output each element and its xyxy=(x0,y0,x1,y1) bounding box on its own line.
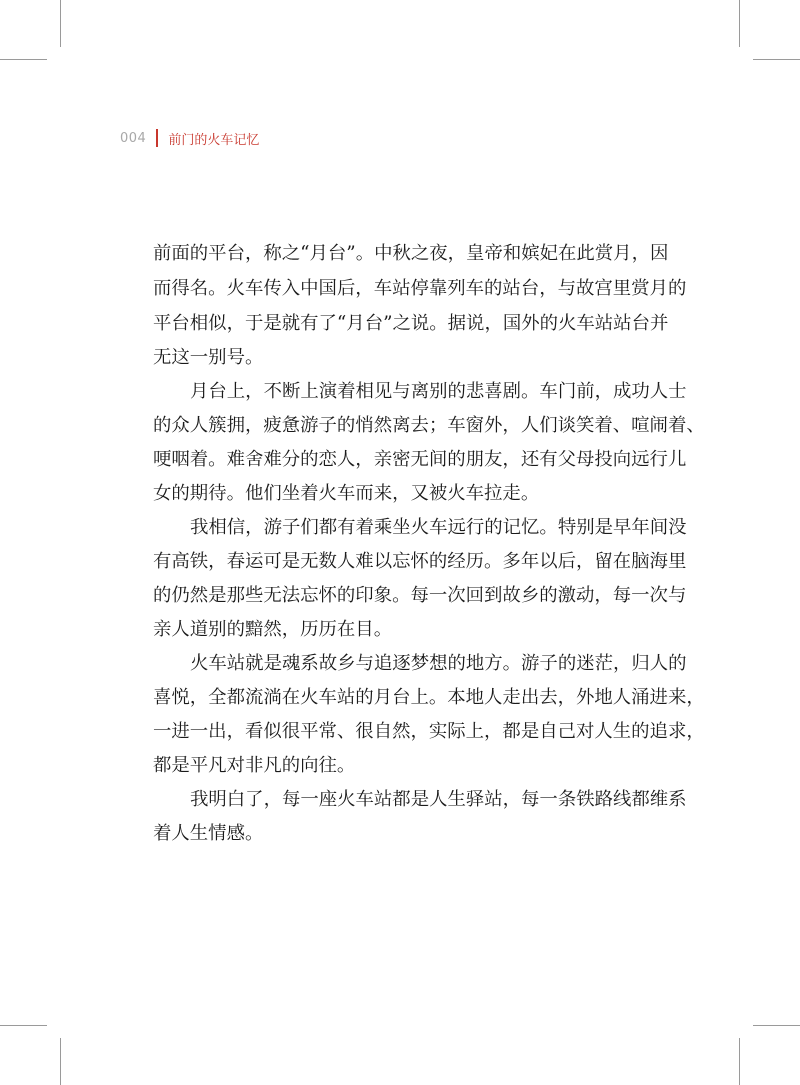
crop-mark-top-right-horizontal xyxy=(753,59,800,60)
text-line: 前面的平台，称之“月台”。中秋之夜，皇帝和嫔妃在此赏月，因 xyxy=(153,243,669,264)
text-line: 我明白了，每一座火车站都是人生驿站，每一条铁路线都维系 xyxy=(190,789,687,810)
text-line: 都是平凡对非凡的向往。 xyxy=(153,755,356,776)
crop-mark-bottom-right xyxy=(739,1038,740,1085)
text-line: 一进一出，看似很平常、很自然，实际上，都是自己对人生的追求， xyxy=(153,721,705,742)
chapter-title: 前门的火车记忆 xyxy=(168,132,260,148)
text-line: 无这一别号。 xyxy=(153,347,264,368)
text-line: 有高铁，春运可是无数人难以忘怀的经历。多年以后，留在脑海里 xyxy=(153,551,687,572)
text-line: 而得名。火车传入中国后，车站停靠列车的站台，与故宫里赏月的 xyxy=(153,278,687,299)
text-line: 喜悦，全都流淌在火车站的月台上。本地人走出去，外地人涌进来， xyxy=(153,687,705,708)
text-line: 着人生情感。 xyxy=(153,823,264,844)
page-number: 004 xyxy=(120,130,147,146)
crop-mark-top-left-horizontal xyxy=(0,59,47,60)
text-line: 亲人道别的黯然，历历在目。 xyxy=(153,619,393,640)
text-line: 平台相似，于是就有了“月台”之说。据说，国外的火车站站台并 xyxy=(153,313,669,334)
text-line: 哽咽着。难舍难分的恋人，亲密无间的朋友，还有父母投向远行儿 xyxy=(153,449,687,470)
running-head-divider xyxy=(156,129,158,147)
text-line: 女的期待。他们坐着火车而来，又被火车拉走。 xyxy=(153,483,540,504)
running-head xyxy=(120,127,259,149)
crop-mark-bottom-right-horizontal xyxy=(753,1025,800,1026)
crop-mark-top-right xyxy=(739,0,740,47)
crop-mark-bottom-left xyxy=(60,1038,61,1085)
text-line: 的仍然是那些无法忘怀的印象。每一次回到故乡的激动，每一次与 xyxy=(153,585,687,606)
crop-mark-top-left xyxy=(60,0,61,47)
text-line: 火车站就是魂系故乡与追逐梦想的地方。游子的迷茫，归人的 xyxy=(190,653,687,674)
text-line: 月台上，不断上演着相见与离别的悲喜剧。车门前，成功人士 xyxy=(190,381,687,402)
crop-mark-bottom-left-horizontal xyxy=(0,1025,47,1026)
text-line: 我相信，游子们都有着乘坐火车远行的记忆。特别是早年间没 xyxy=(190,517,687,538)
text-line: 的众人簇拥，疲惫游子的悄然离去；车窗外，人们谈笑着、喧闹着、 xyxy=(153,415,705,436)
